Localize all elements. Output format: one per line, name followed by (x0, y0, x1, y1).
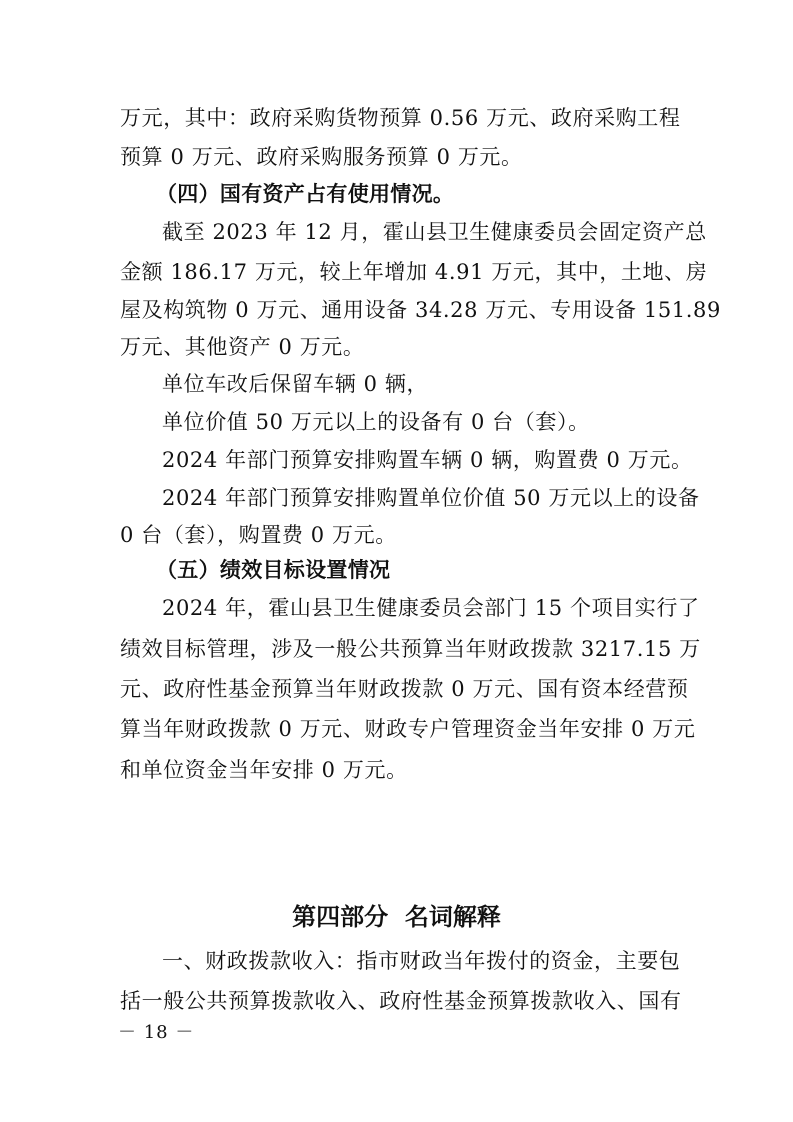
body-text-line: 单位价值 50 万元以上的设备有 0 台（套）。 (162, 410, 590, 434)
body-text-line: 截至 2023 年 12 月，霍山县卫生健康委员会固定资产总 (162, 220, 707, 244)
page-number: － 18 － (118, 1022, 195, 1043)
body-text-line: 括一般公共预算拨款收入、政府性基金预算拨款收入、国有 (120, 989, 682, 1013)
body-text-line: 预算 0 万元、政府采购服务预算 0 万元。 (120, 145, 523, 169)
body-text-line: 单位车改后保留车辆 0 辆， (162, 372, 429, 396)
body-text-line: 金额 186.17 万元，较上年增加 4.91 万元，其中，土地、房 (120, 260, 708, 284)
body-text-line: 元、政府性基金预算当年财政拨款 0 万元、国有资本经营预 (120, 677, 689, 701)
body-text-line: 2024 年部门预算安排购置车辆 0 辆，购置费 0 万元。 (162, 448, 693, 472)
body-text-line: 0 台（套），购置费 0 万元。 (120, 523, 397, 547)
body-text-line: 万元、其他资产 0 万元。 (120, 335, 365, 359)
body-text-line: 万元，其中：政府采购货物预算 0.56 万元、政府采购工程 (120, 106, 681, 130)
part-title: 第四部分 名词解释 (292, 903, 501, 931)
section-heading: （五）绩效目标设置情况 (156, 558, 391, 582)
body-text-line: 和单位资金当年安排 0 万元。 (120, 758, 408, 782)
body-text-line: 2024 年部门预算安排购置单位价值 50 万元以上的设备 (162, 486, 700, 510)
body-text-line: 2024 年，霍山县卫生健康委员会部门 15 个项目实行了 (162, 596, 700, 620)
section-heading: （四）国有资产占有使用情况。 (156, 182, 455, 206)
body-text-line: 一、财政拨款收入：指市财政当年拨付的资金，主要包 (162, 949, 681, 973)
body-text-line: 绩效目标管理，涉及一般公共预算当年财政拨款 3217.15 万 (120, 637, 701, 661)
body-text-line: 算当年财政拨款 0 万元、财政专户管理资金当年安排 0 万元 (120, 717, 696, 741)
body-text-line: 屋及构筑物 0 万元、通用设备 34.28 万元、专用设备 151.89 (120, 298, 721, 322)
